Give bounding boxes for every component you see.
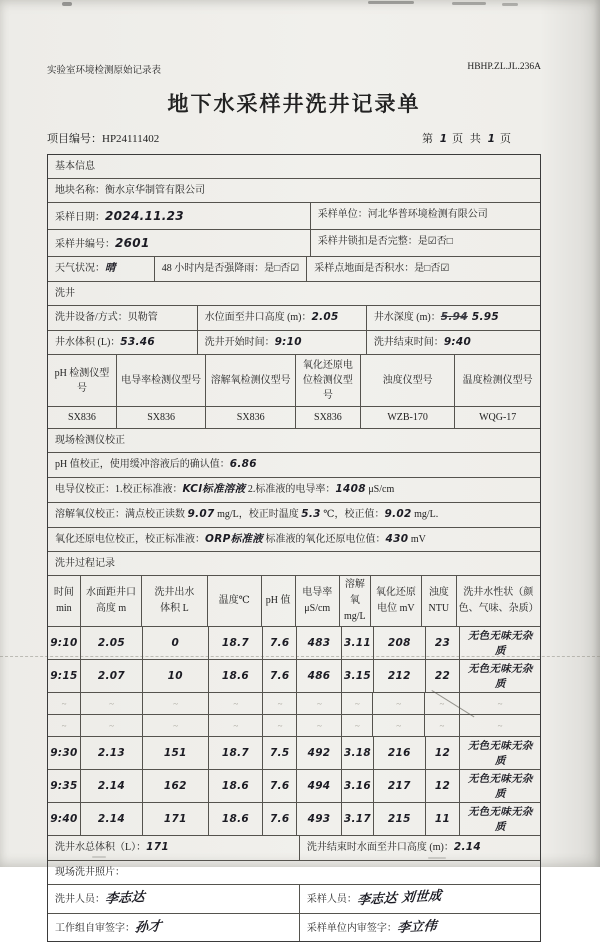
process-cell: 22 <box>425 660 460 692</box>
end-label: 洗井结束时间： <box>373 336 444 348</box>
page-total: 1 <box>487 133 496 145</box>
instrument-model-cell: SX836 <box>116 407 206 428</box>
doc-type-label: 实验室环境检测原始记录表 <box>47 66 162 76</box>
process-cell: 无色无味无杂质 <box>459 627 540 659</box>
process-cell: 7.6 <box>262 770 296 802</box>
header-line: mg/L <box>344 611 366 623</box>
header-line: 水面距井口 <box>85 587 136 599</box>
ph-calibration <box>48 453 540 477</box>
page-middle: 页 共 <box>452 133 483 145</box>
process-cell: 162 <box>142 770 208 802</box>
end-height-value: 2.14 <box>453 841 481 854</box>
date-unit-row <box>48 202 540 229</box>
header-line: μS/cm <box>304 603 331 615</box>
header-line: 电导率 <box>302 587 333 599</box>
instrument-header-cell: pH 检测仪型号 <box>54 367 110 394</box>
water-level-height <box>197 306 366 330</box>
process-cell: 18.7 <box>208 737 263 769</box>
internal-review-signature: 李立伟 <box>396 918 438 936</box>
process-header-cell <box>295 576 339 626</box>
do-label3: ℃，校正值： <box>323 508 385 520</box>
process-cell: ~ <box>424 693 459 714</box>
process-cell: 486 <box>296 660 341 692</box>
page-no: 1 <box>439 133 448 145</box>
process-cell: ~ <box>424 715 459 736</box>
table-row <box>48 769 540 802</box>
ponding-checkboxes: 是□否☑ <box>414 263 450 274</box>
process-cell: ~ <box>459 693 540 714</box>
process-cell: 3.16 <box>341 770 373 802</box>
instrument-header-cell: 电导率检测仪型号 <box>116 355 206 406</box>
process-header-cell <box>141 576 206 626</box>
do-label1: 溶解氧仪校正：满点校正读数 <box>55 508 185 520</box>
well-lock-row <box>48 229 540 256</box>
washer-label: 洗井人员： <box>55 894 105 905</box>
process-cell: ~ <box>142 715 208 736</box>
depth-label: 井水深度 (m)： <box>373 311 441 323</box>
table-row <box>48 736 540 769</box>
well-no-value: 2601 <box>115 236 150 250</box>
process-cell: ~ <box>262 693 296 714</box>
site-value: 衡水京华制管有限公司 <box>105 185 205 196</box>
volume-value: 53.46 <box>120 335 155 348</box>
header-line: 色、气味、杂质） <box>458 603 539 615</box>
page-counter <box>422 130 541 146</box>
project-line <box>47 130 541 146</box>
process-cell: 无色无味无杂质 <box>459 737 540 769</box>
process-header-cell <box>339 576 370 626</box>
do-reading: 9.07 <box>187 507 215 520</box>
process-cell: 493 <box>296 803 341 835</box>
process-cell: 10 <box>142 660 208 692</box>
date-label: 采样日期： <box>55 212 105 223</box>
process-cell: 0 <box>142 627 208 659</box>
process-cell: 208 <box>373 627 425 659</box>
process-cell: 12 <box>425 737 460 769</box>
instrument-header-row <box>48 354 540 406</box>
table-row <box>48 626 540 659</box>
process-cell: 11 <box>425 803 460 835</box>
process-cell: 2.05 <box>80 627 142 659</box>
wash-device <box>48 306 197 330</box>
do-unit: mg/L. <box>414 508 439 520</box>
process-cell: 215 <box>373 803 425 835</box>
header-line: 体积 L <box>160 603 189 615</box>
rain-checkboxes: 是□否☑ <box>264 263 300 274</box>
device-value: 贝勒管 <box>127 311 158 323</box>
total-value: 171 <box>146 841 169 854</box>
instrument-header-cell: 浊度仪型号 <box>360 355 454 406</box>
total-volume <box>48 836 299 860</box>
section-title: 洗井 <box>55 287 75 299</box>
process-cell: 7.6 <box>262 803 296 835</box>
process-cell: 151 <box>142 737 208 769</box>
rain-48h <box>154 257 307 281</box>
document-header <box>47 62 541 76</box>
process-cell: 171 <box>142 803 208 835</box>
header-line: 洗井出水 <box>154 587 195 599</box>
table-row <box>48 714 540 736</box>
process-cell: ~ <box>296 715 341 736</box>
table-row <box>48 692 540 714</box>
page-suffix: 页 <box>500 133 513 145</box>
process-cell: 9:35 <box>50 780 78 793</box>
instrument-model-row <box>48 406 540 428</box>
process-cell: ~ <box>142 693 208 714</box>
process-cell: 无色无味无杂质 <box>459 803 540 835</box>
process-header-cell <box>207 576 261 626</box>
depth-value: 5.95 <box>471 310 499 323</box>
site-name <box>48 179 540 202</box>
process-header-cell <box>48 576 80 626</box>
section-title: 基本信息 <box>55 161 95 172</box>
do-calibration-row <box>48 502 540 527</box>
process-table-header <box>48 575 540 626</box>
water-level-value: 2.05 <box>311 310 339 323</box>
header-line: 洗井水性状（颜 <box>463 587 534 599</box>
process-cell: 2.14 <box>80 803 142 835</box>
ph-value: 6.86 <box>229 458 257 471</box>
instrument-model-cell: SX836 <box>205 407 295 428</box>
process-cell: 12 <box>425 770 460 802</box>
do-label2: mg/L，校正时温度 <box>217 508 299 520</box>
instrument-header-cell: 氧化还原电位检测仪型号 <box>295 355 360 406</box>
totals-row <box>48 835 540 860</box>
process-cell: 217 <box>373 770 425 802</box>
process-cell: 7.6 <box>262 660 296 692</box>
sampling-personnel <box>299 885 540 913</box>
process-cell: ~ <box>372 693 424 714</box>
scan-artifact <box>502 3 518 6</box>
lock-label: 采样井锁扣是否完整： <box>317 236 418 247</box>
page-title: 地下水采样井洗井记录单 <box>167 92 421 116</box>
well-depth <box>366 306 540 330</box>
process-cell: 3.17 <box>341 803 373 835</box>
self-review-label: 工作组自审签字： <box>55 922 135 934</box>
orp-standard: ORP标准液 <box>205 532 264 545</box>
well-number <box>48 230 310 256</box>
section-title: 现场检测仪校正 <box>55 435 125 447</box>
wash-end-time <box>366 331 540 355</box>
form-table <box>47 154 541 942</box>
scan-artifact <box>368 1 414 4</box>
self-review <box>48 914 299 942</box>
header-line: 溶解氧 <box>344 579 365 607</box>
photo-label: 现场洗井照片： <box>55 867 125 878</box>
process-cell: ~ <box>372 715 424 736</box>
instrument-model-cell: WZB-170 <box>360 407 454 428</box>
cond-value: 1408 <box>335 483 366 495</box>
sampler-label: 采样人员： <box>306 894 357 905</box>
volume-label: 井水体积 (L)： <box>55 336 121 348</box>
orp-value: 430 <box>385 532 409 545</box>
page-prefix: 第 <box>422 133 436 145</box>
process-cell: 483 <box>296 627 341 659</box>
wash-personnel <box>48 885 299 913</box>
header-line: 高度 m <box>95 603 127 615</box>
sampler-signature: 李志达 刘世成 <box>356 888 443 909</box>
cond-label2: 2.标准液的电导率： <box>247 484 336 495</box>
end-water-height <box>299 836 540 860</box>
instrument-model-cell: SX836 <box>68 412 96 424</box>
internal-review-label: 采样单位内审签字： <box>306 922 397 934</box>
header-line: 浊度 <box>428 587 449 599</box>
conductivity-calibration-row <box>48 477 540 502</box>
process-cell: 9:40 <box>50 813 78 826</box>
total-label: 洗井水总体积（L）： <box>55 842 147 854</box>
project-label: 项目编号： <box>47 133 102 145</box>
process-cell: 492 <box>296 737 341 769</box>
process-cell: 216 <box>373 737 425 769</box>
self-review-signature: 孙才 <box>134 918 163 936</box>
process-cell: 2.07 <box>80 660 142 692</box>
form-body <box>47 60 541 942</box>
header-line: NTU <box>428 603 450 615</box>
process-cell: 无色无味无杂质 <box>459 770 540 802</box>
ponding-label: 采样点地面是否积水： <box>314 263 415 274</box>
weather-value: 晴 <box>105 262 116 274</box>
process-cell: 无色无味无杂质 <box>459 660 540 692</box>
start-label: 洗井开始时间： <box>204 336 275 348</box>
process-table-body <box>48 626 540 835</box>
process-cell: ~ <box>262 715 296 736</box>
ground-ponding <box>306 257 540 281</box>
process-cell: 18.7 <box>208 627 263 659</box>
sampling-date <box>48 203 310 229</box>
site-name-row <box>48 178 540 202</box>
lock-intact <box>310 230 540 256</box>
process-header-cell <box>80 576 142 626</box>
header-line: min <box>56 603 72 615</box>
lock-checkboxes: 是☑否□ <box>417 236 453 247</box>
end-height-label: 洗井结束时水面至井口高度 (m)： <box>306 842 454 854</box>
cond-unit: μS/cm <box>368 484 395 495</box>
ph-calibration-row <box>48 452 540 477</box>
process-cell: ~ <box>208 693 263 714</box>
header-line: pH 值 <box>265 595 291 607</box>
orp-label2: 标准液的氧化还原电位值： <box>265 533 386 545</box>
table-row <box>48 659 540 692</box>
process-cell: 7.5 <box>262 737 296 769</box>
well-label: 采样井编号： <box>55 239 115 250</box>
process-cell: ~ <box>296 693 341 714</box>
device-label: 洗井设备/方式： <box>55 311 128 323</box>
header-line: 温度℃ <box>218 595 250 607</box>
cond-label1: 电导仪校正：1.校正标准液： <box>55 484 183 495</box>
section-basic-info <box>48 155 540 178</box>
well-water-volume <box>48 331 197 355</box>
doc-code: HBHP.ZL.JL.236A <box>467 62 541 72</box>
wash-start-time <box>197 331 366 355</box>
volume-time-row <box>48 330 540 355</box>
process-cell: ~ <box>459 715 540 736</box>
process-cell: 9:10 <box>50 637 78 650</box>
orp-unit: mV <box>410 533 426 545</box>
process-cell: 9:30 <box>50 747 78 760</box>
do-value: 9.02 <box>384 507 412 520</box>
table-row <box>48 802 540 835</box>
water-level-label: 水位面至井口高度 (m)： <box>204 311 312 323</box>
process-cell: 23 <box>425 627 460 659</box>
rain-label: 48 小时内是否强降雨： <box>161 263 265 274</box>
process-cell: ~ <box>341 693 372 714</box>
process-cell: 7.6 <box>262 627 296 659</box>
process-cell: 212 <box>373 660 425 692</box>
section-wash <box>48 281 540 305</box>
process-cell: 3.11 <box>341 627 373 659</box>
ph-label: pH 值校正，使用缓冲溶液后的确认值： <box>55 459 230 471</box>
process-cell: 18.6 <box>208 660 263 692</box>
photo-row <box>48 860 540 884</box>
process-header-cell <box>261 576 295 626</box>
signature-row <box>48 913 540 942</box>
process-cell: 18.6 <box>208 803 263 835</box>
process-header-cell <box>370 576 421 626</box>
weather-row <box>48 256 540 281</box>
section-process <box>48 551 540 575</box>
start-value: 9:10 <box>274 335 302 348</box>
process-cell: 18.6 <box>208 770 263 802</box>
unit-value: 河北华普环境检测有限公司 <box>367 209 488 220</box>
orp-calibration <box>48 528 540 552</box>
project-no-value: HP24111402 <box>102 133 160 145</box>
header-line: 电位 mV <box>377 603 415 615</box>
process-cell: ~ <box>341 715 372 736</box>
process-cell: ~ <box>61 720 67 731</box>
scan-artifact <box>62 2 72 6</box>
orp-label1: 氧化还原电位校正，校正标准液： <box>55 533 205 545</box>
process-cell: 2.13 <box>80 737 142 769</box>
instrument-model-cell: WQG-17 <box>454 407 540 428</box>
weather <box>48 257 154 281</box>
internal-review <box>299 914 540 942</box>
process-cell: 3.15 <box>341 660 373 692</box>
process-header-cell <box>421 576 456 626</box>
personnel-row <box>48 884 540 913</box>
process-cell: ~ <box>80 715 142 736</box>
process-header-cell <box>456 576 540 626</box>
process-cell: ~ <box>208 715 263 736</box>
scan-artifact <box>452 2 486 5</box>
process-cell: ~ <box>80 693 142 714</box>
process-cell: 9:15 <box>50 670 78 683</box>
process-cell: 3.18 <box>341 737 373 769</box>
header-line: 时间 <box>53 587 74 599</box>
conductivity-calibration <box>48 478 540 502</box>
cond-standard: KCl标准溶液 <box>182 483 246 495</box>
sampling-unit <box>310 203 540 229</box>
orp-calibration-row <box>48 527 540 552</box>
weather-label: 天气状况： <box>55 263 105 274</box>
do-temp: 5.3 <box>301 507 321 520</box>
do-calibration <box>48 503 540 527</box>
process-cell: 494 <box>296 770 341 802</box>
site-label: 地块名称： <box>55 185 105 196</box>
depth-crossed-value: 5.94 <box>440 310 468 323</box>
header-line: 氧化还原 <box>375 587 416 599</box>
date-value: 2024.11.23 <box>105 209 184 223</box>
instrument-header-cell: 溶解氧检测仪型号 <box>205 355 295 406</box>
process-cell: ~ <box>61 698 67 709</box>
project-number <box>47 130 159 146</box>
washer-signature: 李志达 <box>104 889 146 908</box>
instrument-header-cell: 温度检测仪型号 <box>454 355 540 406</box>
section-calibration <box>48 428 540 452</box>
instrument-model-cell: SX836 <box>295 407 360 428</box>
section-title: 洗井过程记录 <box>55 558 115 570</box>
device-depth-row <box>48 305 540 330</box>
end-value: 9:40 <box>443 335 472 348</box>
unit-label: 采样单位： <box>317 209 368 220</box>
process-cell: 2.14 <box>80 770 142 802</box>
